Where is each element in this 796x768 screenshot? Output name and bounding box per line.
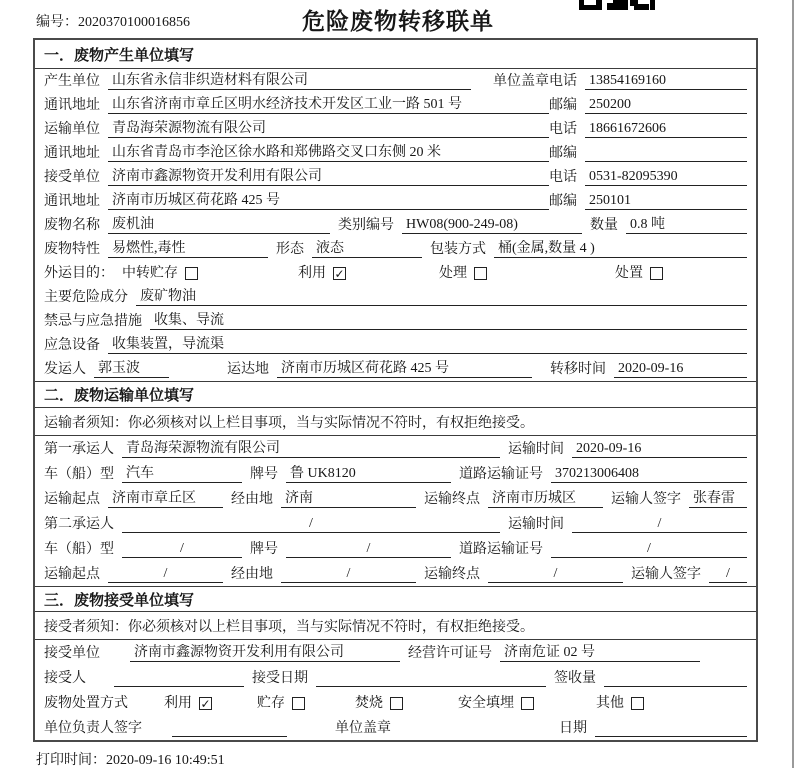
- receiver-value: 济南市鑫源物资开发利用有限公司: [108, 168, 549, 186]
- transport-time-label: 运输时间: [508, 442, 564, 457]
- carrier2-value: /: [122, 515, 500, 533]
- destination-value: 济南市历城区荷花路 425 号: [277, 360, 532, 378]
- transporter-row: [35, 117, 756, 141]
- transfer-purpose-row: [35, 261, 756, 285]
- receiver-address-value: 济南市历城区荷花路 425 号: [108, 192, 549, 210]
- print-time: 打印时间：2020-09-16 10:49:51: [36, 753, 225, 768]
- vehicle2-value: /: [122, 540, 242, 558]
- section1-header: 一．废物产生单位填写: [35, 40, 756, 69]
- address-label: 通讯地址: [44, 146, 100, 161]
- head-signature-value: [172, 720, 287, 737]
- date-value: [595, 720, 747, 737]
- disposal-method-row: [35, 690, 756, 715]
- purpose-option-utilize: 利用 ✓: [298, 266, 345, 281]
- waste-name-row: [35, 213, 756, 237]
- transporter-address-value: 山东省青岛市李沧区徐水路和郑佛路交叉口东侧 20 米: [108, 144, 549, 162]
- page-edge-line: [792, 0, 794, 768]
- disposal-method-label: 废物处置方式: [44, 696, 128, 711]
- vehicle1-row: [35, 461, 756, 486]
- route1-row: [35, 486, 756, 511]
- receiver-address-row: [35, 189, 756, 213]
- treat-checkbox: [474, 267, 487, 280]
- transport-time-label: 运输时间: [508, 517, 564, 532]
- accept-unit-label: 接受单位: [44, 646, 100, 661]
- origin1-value: 济南市章丘区: [108, 490, 223, 508]
- carrier1-value: 青岛海荣源物流有限公司: [122, 440, 500, 458]
- transporter-value: 青岛海荣源物流有限公司: [108, 120, 549, 138]
- carrier2-label: 第二承运人: [44, 517, 114, 532]
- transporter-address-row: [35, 141, 756, 165]
- plate-label: 牌号: [250, 542, 278, 557]
- vehicle2-row: [35, 536, 756, 561]
- vehicle1-value: 汽车: [122, 465, 242, 483]
- receiver-phone-value: 0531-82095390: [585, 168, 747, 186]
- taboo-measures-row: [35, 309, 756, 333]
- waste-name-value: 废机油: [108, 216, 330, 234]
- producer-address-row: [35, 93, 756, 117]
- license-value: 济南危证 02 号: [500, 644, 700, 662]
- road-permit1-value: 370213006408: [551, 465, 747, 483]
- producer-address-group: [44, 96, 549, 114]
- taboo-measures-value: 收集、导流: [150, 312, 747, 330]
- waste-name-label: 废物名称: [44, 218, 100, 233]
- acceptor-label: 接受人: [44, 671, 86, 686]
- address-label: 通讯地址: [44, 98, 100, 113]
- vehicle-type-label: 车（船）型: [44, 467, 114, 482]
- unit-seal-label: 单位盖章: [493, 74, 549, 89]
- receiver-zip-group: [549, 192, 747, 210]
- transporter-label: 运输单位: [44, 122, 100, 137]
- producer-zip-group: [549, 96, 747, 114]
- receiver-group: [44, 168, 549, 186]
- emergency-equipment-label: 应急设备: [44, 338, 100, 353]
- carrier1-label: 第一承运人: [44, 442, 114, 457]
- plate1-value: 鲁 UK8120: [286, 465, 451, 483]
- other-checkbox: [631, 697, 644, 710]
- incinerate-checkbox: [390, 697, 403, 710]
- license-label: 经营许可证号: [408, 646, 492, 661]
- receiver-phone-group: [549, 168, 747, 186]
- via-label: 经由地: [231, 567, 273, 582]
- checkbox-mark: ✓: [334, 267, 345, 280]
- document-header: [0, 0, 796, 38]
- shipper-row: [35, 357, 756, 381]
- category-value: HW08(900-249-08): [402, 216, 582, 234]
- origin-label: 运输起点: [44, 567, 100, 582]
- packing-value: 桶(金属,数量 4 ): [494, 240, 747, 258]
- phone-label: 电话: [549, 74, 577, 89]
- date-label: 日期: [559, 721, 587, 736]
- receiver-zip-value: 250101: [585, 192, 747, 210]
- transporter-sign-label: 运输人签字: [611, 492, 681, 507]
- producer-zip-value: 250200: [585, 96, 747, 114]
- head-signature-row: [35, 715, 756, 740]
- road-permit-label: 道路运输证号: [459, 542, 543, 557]
- transporter-phone-group: [549, 120, 747, 138]
- accept-date-label: 接受日期: [252, 671, 308, 686]
- road-permit-label: 道路运输证号: [459, 467, 543, 482]
- waste-character-value: 易燃性,毒性: [108, 240, 268, 258]
- producer-address-value: 山东省济南市章丘区明水经济技术开发区工业一路 501 号: [108, 96, 549, 114]
- transporter-group: [44, 120, 549, 138]
- phone-label: 电话: [549, 170, 577, 185]
- shipper-label: 发运人: [44, 362, 86, 377]
- waste-character-label: 废物特性: [44, 242, 100, 257]
- accept-unit-value: 济南市鑫源物资开发利用有限公司: [130, 644, 400, 662]
- producer-phone-group: [549, 72, 747, 90]
- form-label: 形态: [276, 242, 304, 257]
- section3-header: 三．废物接受单位填写: [35, 586, 756, 612]
- purpose-option-treat: 处理: [439, 265, 487, 282]
- producer-phone-value: 13854169160: [585, 72, 747, 90]
- transporter-phone-value: 18661672606: [585, 120, 747, 138]
- unit-seal-label: 单位盖章: [335, 721, 391, 736]
- section2-header: 二．废物运输单位填写: [35, 381, 756, 408]
- transporter-sign-label: 运输人签字: [631, 567, 701, 582]
- endpoint-label: 运输终点: [424, 567, 480, 582]
- form-value: 液态: [312, 240, 422, 258]
- via1-value: 济南: [281, 490, 416, 508]
- producer-value: 山东省永信非织造材料有限公司: [108, 72, 471, 90]
- acceptor-row: [35, 665, 756, 690]
- producer-row: [35, 69, 756, 93]
- producer-label: 产生单位: [44, 74, 100, 89]
- transporter-sign1-value: 张春雷: [689, 490, 747, 508]
- hazard-component-label: 主要危险成分: [44, 290, 128, 305]
- endpoint2-value: /: [488, 565, 623, 583]
- waste-character-row: [35, 237, 756, 261]
- qr-code-fragment-icon: [579, 0, 655, 10]
- acceptor-value: [114, 670, 244, 687]
- via-label: 经由地: [231, 492, 273, 507]
- hazard-component-value: 废矿物油: [136, 288, 747, 306]
- accept-date-value: [316, 670, 546, 687]
- storage-checkbox: [185, 267, 198, 280]
- receiver-notice: 接受者须知：你必须核对以上栏目事项，当与实际情况不符时，有权拒绝接受。: [35, 612, 756, 640]
- origin2-value: /: [108, 565, 223, 583]
- head-signature-label: 单位负责人签字: [44, 721, 142, 736]
- plate-label: 牌号: [250, 467, 278, 482]
- transporter-sign2-value: /: [709, 565, 747, 583]
- zip-label: 邮编: [549, 98, 577, 113]
- disposal-option-incinerate: 焚烧: [355, 695, 403, 712]
- carrier1-row: [35, 436, 756, 461]
- zip-label: 邮编: [549, 194, 577, 209]
- quantity-label: 数量: [590, 218, 618, 233]
- producer-group: [44, 72, 549, 90]
- purpose-option-dispose: 处置: [615, 265, 663, 282]
- manifest-form: [33, 38, 758, 742]
- disposal-option-landfill: 安全填埋: [458, 695, 534, 712]
- road-permit2-value: /: [551, 540, 747, 558]
- receipt-qty-value: [604, 670, 747, 687]
- transporter-address-group: [44, 144, 549, 162]
- utilize-checkbox: [333, 267, 346, 280]
- landfill-checkbox: [521, 697, 534, 710]
- via2-value: /: [281, 565, 416, 583]
- plate2-value: /: [286, 540, 451, 558]
- carrier2-row: [35, 511, 756, 536]
- endpoint-label: 运输终点: [424, 492, 480, 507]
- disposal-option-store: 贮存: [257, 695, 305, 712]
- address-label: 通讯地址: [44, 194, 100, 209]
- receiver-row: [35, 165, 756, 189]
- checkbox-mark: ✓: [200, 697, 211, 710]
- quantity-value: 0.8 吨: [626, 216, 747, 234]
- doc-title: 危险废物转移联单: [302, 9, 494, 34]
- transporter-zip-group: [549, 145, 747, 162]
- transfer-purpose-label: 外运目的：: [44, 266, 114, 281]
- vehicle-type-label: 车（船）型: [44, 542, 114, 557]
- transporter-zip-value: [585, 145, 747, 162]
- disposal-option-utilize: 利用 ✓: [164, 696, 211, 711]
- transporter-notice: 运输者须知：你必须核对以上栏目事项，当与实际情况不符时，有权拒绝接受。: [35, 408, 756, 436]
- destination-label: 运达地: [227, 362, 269, 377]
- taboo-measures-label: 禁忌与应急措施: [44, 314, 142, 329]
- zip-label: 邮编: [549, 146, 577, 161]
- shipper-value: 郭玉波: [94, 360, 169, 378]
- transfer-time-label: 转移时间: [550, 362, 606, 377]
- receiver-label: 接受单位: [44, 170, 100, 185]
- store-checkbox: [292, 697, 305, 710]
- doc-number: 编号：2020370100016856: [36, 15, 190, 30]
- phone-label: 电话: [549, 122, 577, 137]
- receipt-qty-label: 签收量: [554, 671, 596, 686]
- endpoint1-value: 济南市历城区: [488, 490, 603, 508]
- hazard-component-row: [35, 285, 756, 309]
- transport-time1-value: 2020-09-16: [572, 440, 747, 458]
- category-label: 类别编号: [338, 218, 394, 233]
- origin-label: 运输起点: [44, 492, 100, 507]
- purpose-option-storage: 中转贮存: [122, 265, 198, 282]
- accept-unit-row: [35, 640, 756, 665]
- emergency-equipment-value: 收集装置，导流渠: [108, 336, 747, 354]
- transfer-time-value: 2020-09-16: [614, 360, 747, 378]
- disposal-option-other: 其他: [596, 695, 644, 712]
- route2-row: [35, 561, 756, 586]
- packing-label: 包装方式: [430, 242, 486, 257]
- transport-time2-value: /: [572, 515, 747, 533]
- receiver-address-group: [44, 192, 549, 210]
- dispose-checkbox: [650, 267, 663, 280]
- emergency-equipment-row: [35, 333, 756, 357]
- utilize-checkbox: [199, 697, 212, 710]
